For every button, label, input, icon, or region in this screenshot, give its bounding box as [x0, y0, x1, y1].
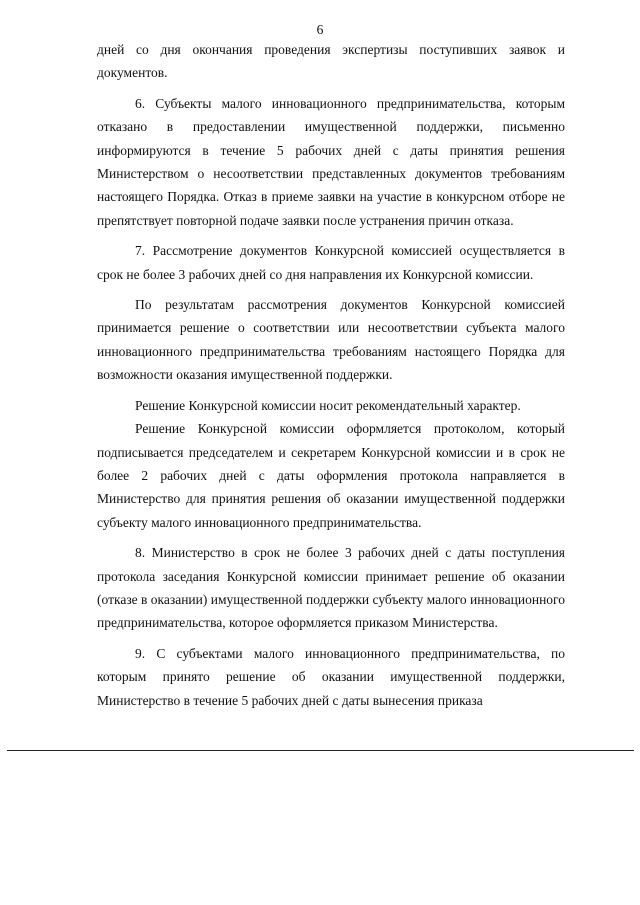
- paragraph-protocol: Решение Конкурсной комиссии оформляется протоколом, который подписывается председателем и секретарем Конкурсной комиссии и в срок не более 2 рабочих дней с даты оформления протокола направляется в Министерство для принятия решения об оказании имущественной поддержки субъекту малого инновационного предпринимательства.: [97, 421, 565, 530]
- paragraph-item-6: 6. Субъекты малого инновационного предпринимательства, которым отказано в предоставлении имущественной поддержки, письменно информируются в течение 5 рабочих дней с даты принятия решения Министерством о несоответствии представленных документов требованиям настоящего Порядка. Отказ в приеме заявки на участие в конкурсном отборе не препятствует повторной подаче заявки после устранения причин отказа.: [97, 95, 565, 228]
- paragraph-recommendation: Решение Конкурсной комиссии носит рекомендательный характер.: [135, 397, 521, 413]
- paragraph-item-7: 7. Рассмотрение документов Конкурсной комиссией осуществляется в срок не более 3 рабочих дней со дня направления их Конкурсной комиссии.: [97, 243, 565, 282]
- page-number: 6: [316, 22, 324, 37]
- paragraph-item-9: 9. С субъектами малого инновационного предпринимательства, по которым принято решение об оказании имущественной поддержки, Министерство в течение 5 рабочих дней с даты вынесения приказа: [97, 645, 565, 708]
- paragraph-continuation: дней со дня окончания проведения экспертизы поступивших заявок и документов.: [97, 42, 565, 81]
- page-divider-line: [7, 750, 634, 751]
- document-body: [97, 38, 565, 712]
- paragraph-review-results: По результатам рассмотрения документов Конкурсной комиссией принимается решение о соответствии или несоответствии субъекта малого инновационного предпринимательства требованиям настоящего Порядка для возможности оказания имущественной поддержки.: [97, 297, 565, 383]
- paragraph-item-8: 8. Министерство в срок не более 3 рабочих дней с даты поступления протокола заседания Конкурсной комиссии принимает решение об оказании (отказе в оказании) имущественной поддержки субъекту малого инновационного предпринимательства, которое оформляется приказом Министерства.: [97, 545, 565, 631]
